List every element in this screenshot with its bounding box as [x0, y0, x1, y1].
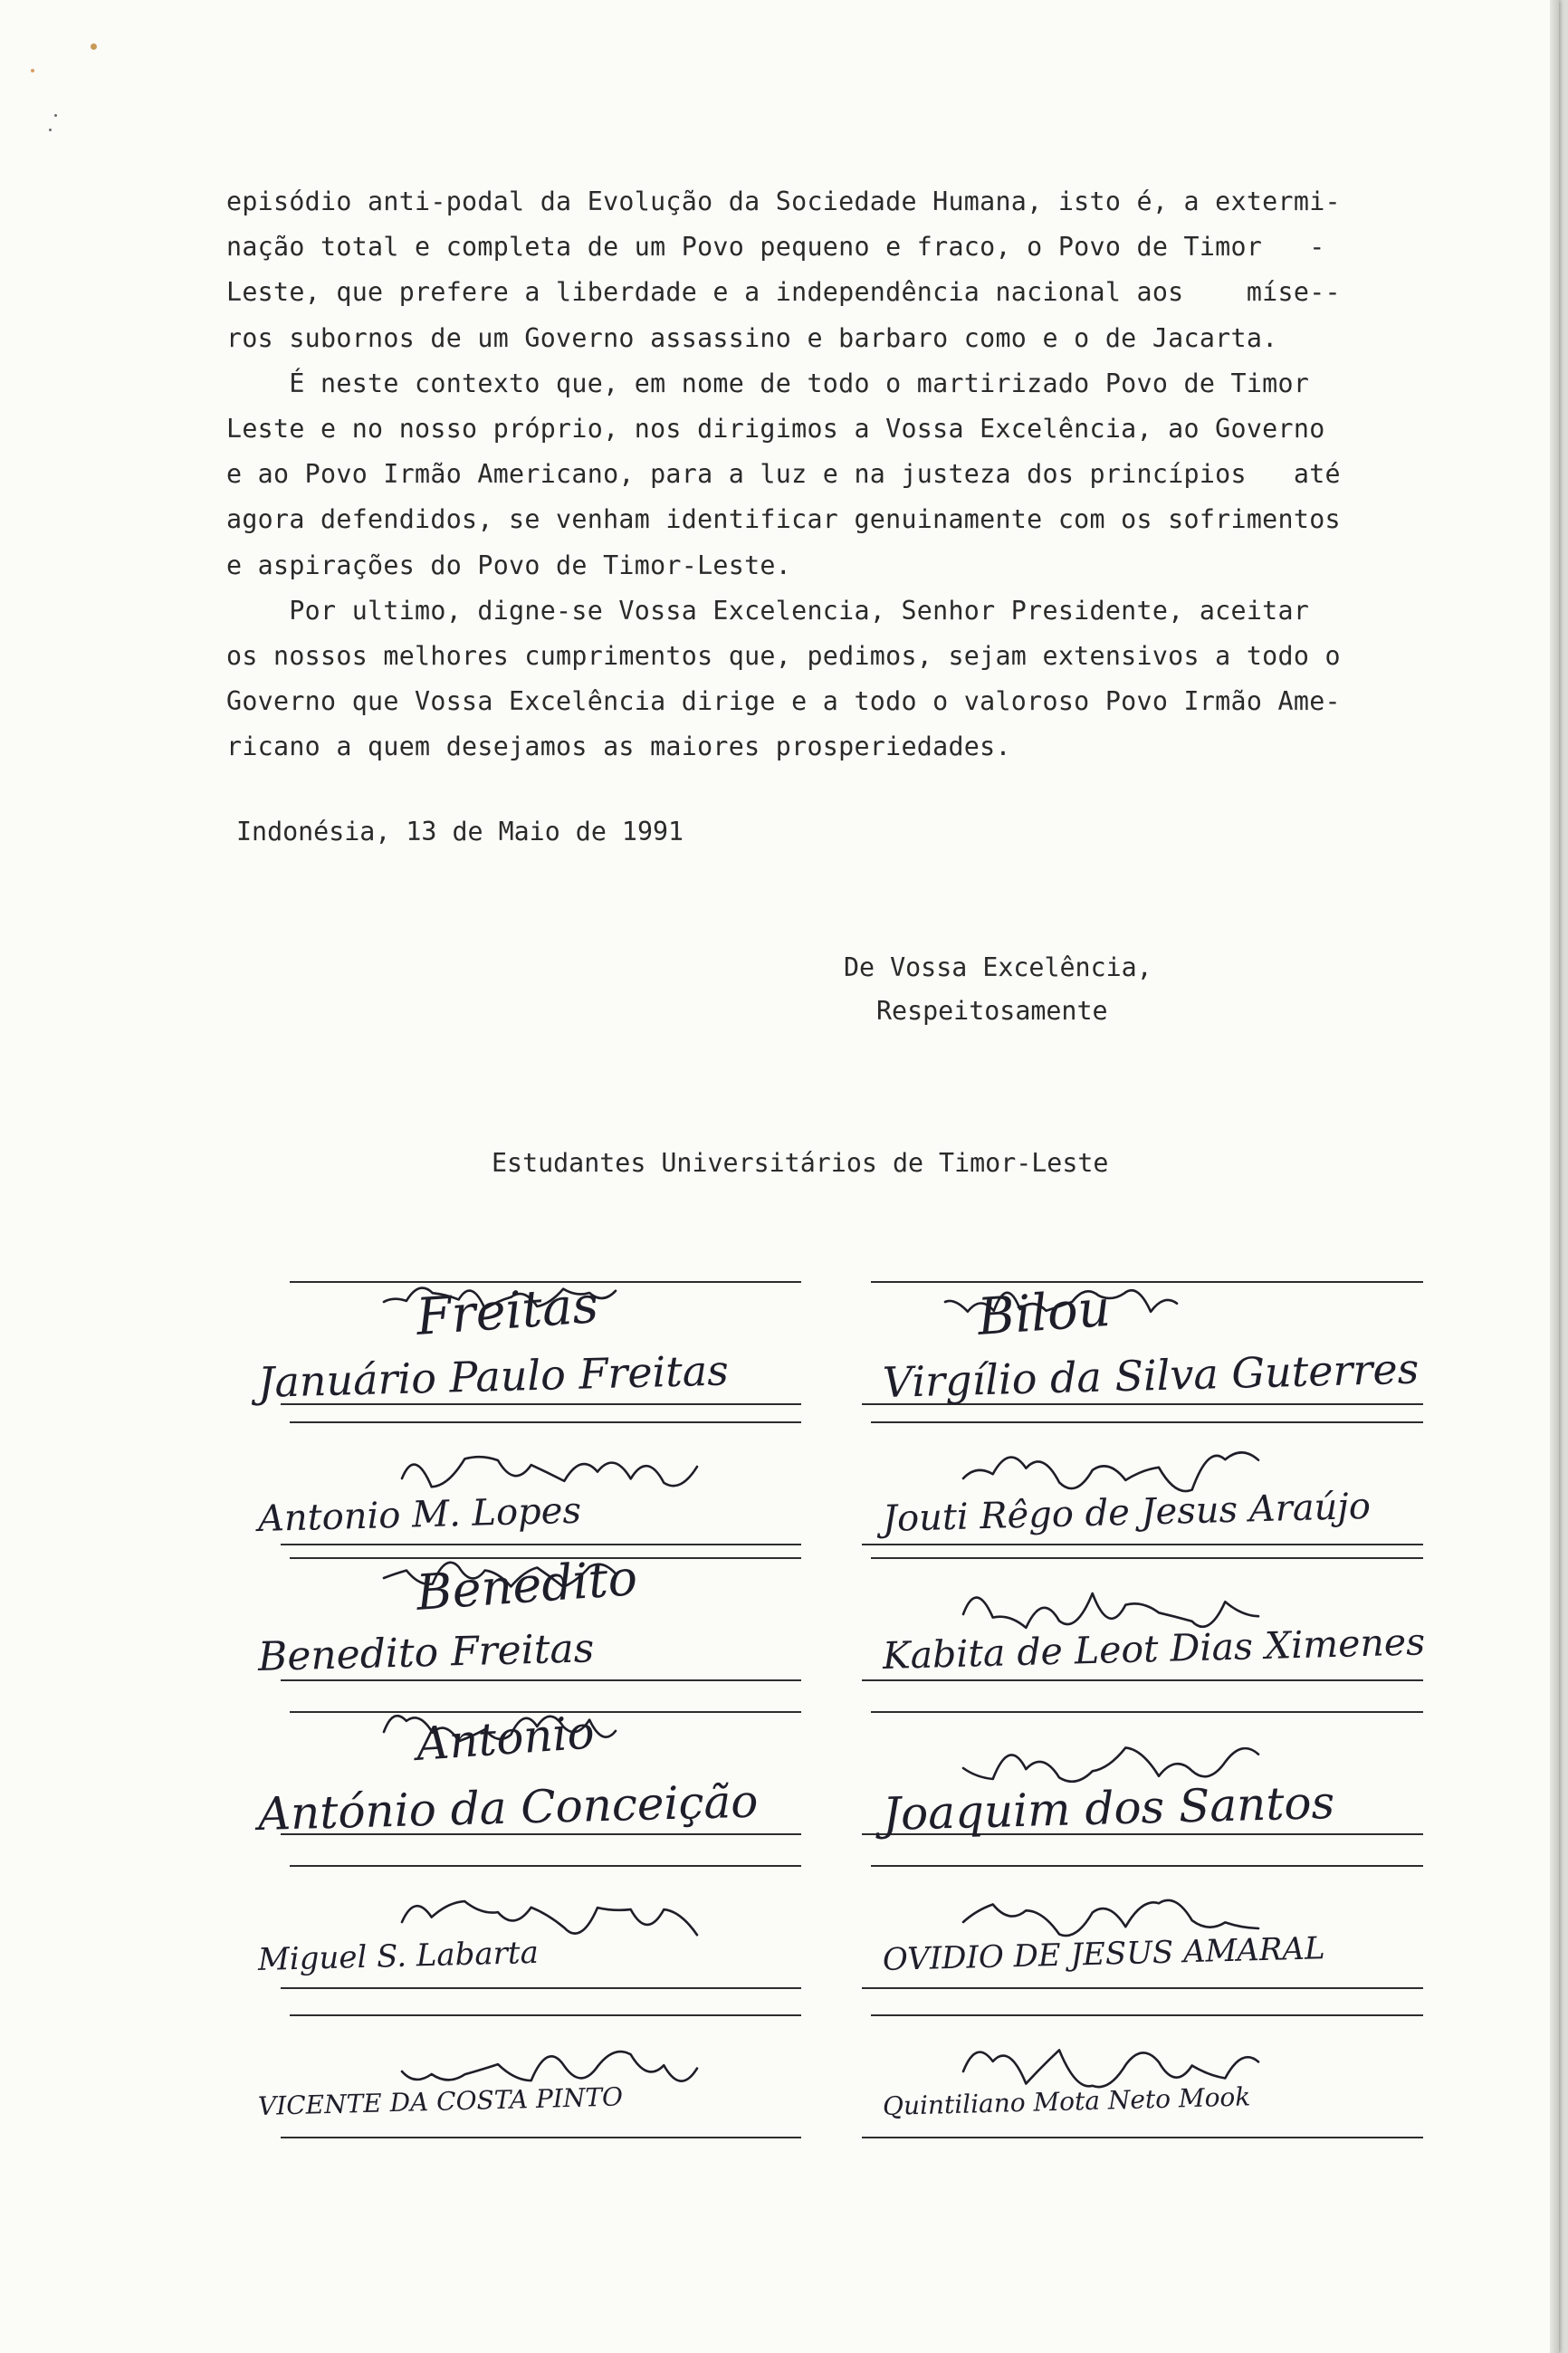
signatory-name: Virgílio da Silva Guterres — [882, 1344, 1420, 1407]
name-line — [281, 1679, 801, 1681]
signature-scrawl — [380, 1548, 616, 1598]
name-line — [281, 1544, 801, 1545]
signatory-name: Januário Paulo Freitas — [257, 1345, 730, 1407]
name-line — [862, 2137, 1423, 2138]
letter-body-line: Leste e no nosso próprio, nos dirigimos a Vossa Excelência, ao Governo — [226, 413, 1325, 444]
signature-scrawl — [380, 1702, 616, 1752]
place-date: Indonésia, 13 de Maio de 1991 — [236, 817, 684, 847]
signature-line — [871, 1865, 1423, 1867]
signature-line — [871, 1421, 1423, 1423]
signatory-name: Benedito Freitas — [257, 1625, 595, 1680]
letter-body-line: e aspirações do Povo de Timor-Leste. — [226, 550, 792, 580]
name-line — [281, 2137, 801, 2138]
closing-salutation: De Vossa Excelência, — [844, 952, 1152, 982]
signatory-name: Jouti Rêgo de Jesus Araújo — [882, 1485, 1372, 1540]
signature-line — [290, 1421, 801, 1423]
signatory-name: Quintiliano Mota Neto Mook — [882, 2081, 1251, 2121]
closing-respectfully: Respeitosamente — [876, 996, 1108, 1026]
letter-body-line: agora defendidos, se venham identificar genuinamente com os sofrimentos — [226, 504, 1341, 535]
signature-line — [290, 2014, 801, 2016]
signatory-name: Antonio M. Lopes — [257, 1489, 582, 1540]
letter-body-line: Leste, que prefere a liberdade e a independência nacional aos míse-- — [226, 277, 1341, 308]
signatory-name: Miguel S. Labarta — [257, 1934, 540, 1978]
signature: Antonio — [414, 1706, 597, 1771]
name-line — [281, 1987, 801, 1989]
signature-line — [871, 2014, 1423, 2016]
signature: Benedito — [414, 1549, 640, 1621]
signatory-name: António da Conceição — [257, 1774, 760, 1841]
signature-line — [871, 1557, 1423, 1559]
letter-body-line: nação total e completa de um Povo pequeno e fraco, o Povo de Timor - — [226, 232, 1325, 263]
name-line — [862, 1679, 1423, 1681]
letter-body-line: episódio anti-podal da Evolução da Sociedade Humana, isto é, a extermi- — [226, 187, 1341, 216]
letter-body-line: e ao Povo Irmão Americano, para a luz e na justeza dos princípios até — [226, 459, 1341, 490]
signature: Bilou — [975, 1278, 1113, 1347]
letter-body-line: ricano a quem desejamos as maiores prosperiedades. — [226, 732, 1011, 762]
name-line — [862, 1987, 1423, 1989]
name-line — [862, 1544, 1423, 1545]
letter-body-line: Por ultimo, digne-se Vossa Excelencia, Senhor Presidente, aceitar — [226, 595, 1310, 626]
letter-body-line: Governo que Vossa Excelência dirige e a todo o valoroso Povo Irmão Ame- — [226, 686, 1341, 717]
letter-body-line: É neste contexto que, em nome de todo o martirizado Povo de Timor — [226, 368, 1310, 398]
signature: Freitas — [414, 1276, 601, 1347]
signature-scrawl — [942, 1272, 1177, 1322]
letter-body-line: ros subornos de um Governo assassino e barbaro como e o de Jacarta. — [226, 322, 1278, 353]
signatory-group: Estudantes Universitários de Timor-Leste — [492, 1148, 1109, 1178]
letter-body-line: os nossos melhores cumprimentos que, pedimos, sejam extensivos a todo o — [226, 640, 1341, 671]
signatory-name: Joaquim dos Santos — [882, 1775, 1335, 1841]
signatory-name: OVIDIO DE JESUS AMARAL — [882, 1930, 1326, 1978]
signatory-name: Kabita de Leot Dias Ximenes — [882, 1620, 1426, 1678]
signatory-name: VICENTE DA COSTA PINTO — [257, 2081, 624, 2121]
signature-line — [871, 1711, 1423, 1713]
signature-scrawl — [380, 1272, 616, 1322]
signature-line — [290, 1865, 801, 1867]
